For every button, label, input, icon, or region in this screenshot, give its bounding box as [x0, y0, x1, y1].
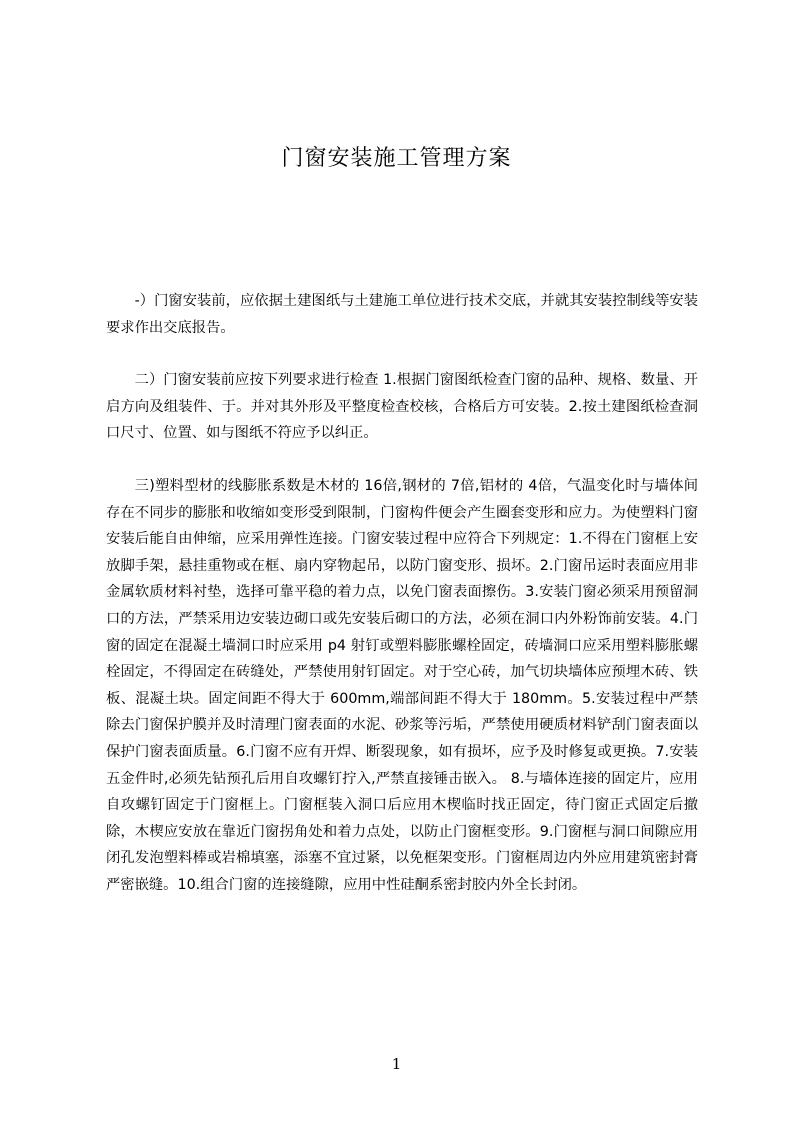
document-body	[106, 288, 698, 898]
paragraph-1: -）门窗安装前，应依据土建图纸与土建施工单位进行技术交底，并就其安装控制线等安装要求作出交底报告。	[106, 293, 698, 336]
paragraph-3: 三)塑料型材的线膨胀系数是木材的 16倍,钢材的 7倍,铝材的 4倍，气温变化时与墙体间存在不同步的膨胀和收缩如变形受到限制，门窗构件便会产生圈套变形和应力。为使塑料门窗安装后能自由伸缩，应采用弹性连接。门窗安装过程中应符合下列规定：1.不得在门窗框上安放脚手架，悬挂重物或在框、扇内穿物起吊，以防门窗变形、损坏。2.门窗吊运时表面应用非金属软质材料衬垫，选择可靠平稳的着力点，以免门窗表面擦伤。3.安装门窗必须采用预留洞口的方法，严禁采用边安装边砌口或先安装后砌口的方法，必须在洞口内外粉饰前安装。4.门窗的固定在混凝土墙洞口时应采用 p4 射钉或塑料膨胀螺栓固定，砖墙洞口应采用塑料膨胀螺栓固定，不得固定在砖缝处，严禁使用射钉固定。对于空心砖，加气切块墙体应预埋木砖、铁板、混凝土块。固定间距不得大于 600mm,端部间距不得大于 180mm。5.安装过程中严禁除去门窗保护膜并及时清理门窗表面的水泥、砂浆等污垢，严禁使用硬质材料铲刮门窗表面以保护门窗表面质量。6.门窗不应有开焊、断裂现象，如有损坏，应予及时修复或更换。7.安装五金件时,必须先钻预孔后用自攻螺钉拧入,严禁直接锤击嵌入。 8.与墙体连接的固定片，应用自攻螺钉固定于门窗框上。门窗框装入洞口后应用木楔临时找正固定，待门窗正式固定后撤除，木楔应安放在靠近门窗拐角处和着力点处，以防止门窗框变形。9.门窗框与洞口间隙应用闭孔发泡塑料棒或岩棉填塞，添塞不宜过紧，以免框架变形。门窗框周边内外应用建筑密封膏严密嵌缝。10.组合门窗的连接缝隙，应用中性硅酮系密封胶内外全长封闭。	[106, 477, 698, 893]
paragraph-2: 二）门窗安装前应按下列要求进行检查 1.根据门窗图纸检查门窗的品种、规格、数量、开启方向及组装件、于。并对其外形及平整度检查校核，合格后方可安装。2.按土建图纸检查洞口尺寸、位置、如与图纸不符应予以纠正。	[106, 372, 698, 442]
page-title: 门窗安装施工管理方案	[281, 146, 512, 171]
page-number: 1	[391, 1055, 402, 1073]
